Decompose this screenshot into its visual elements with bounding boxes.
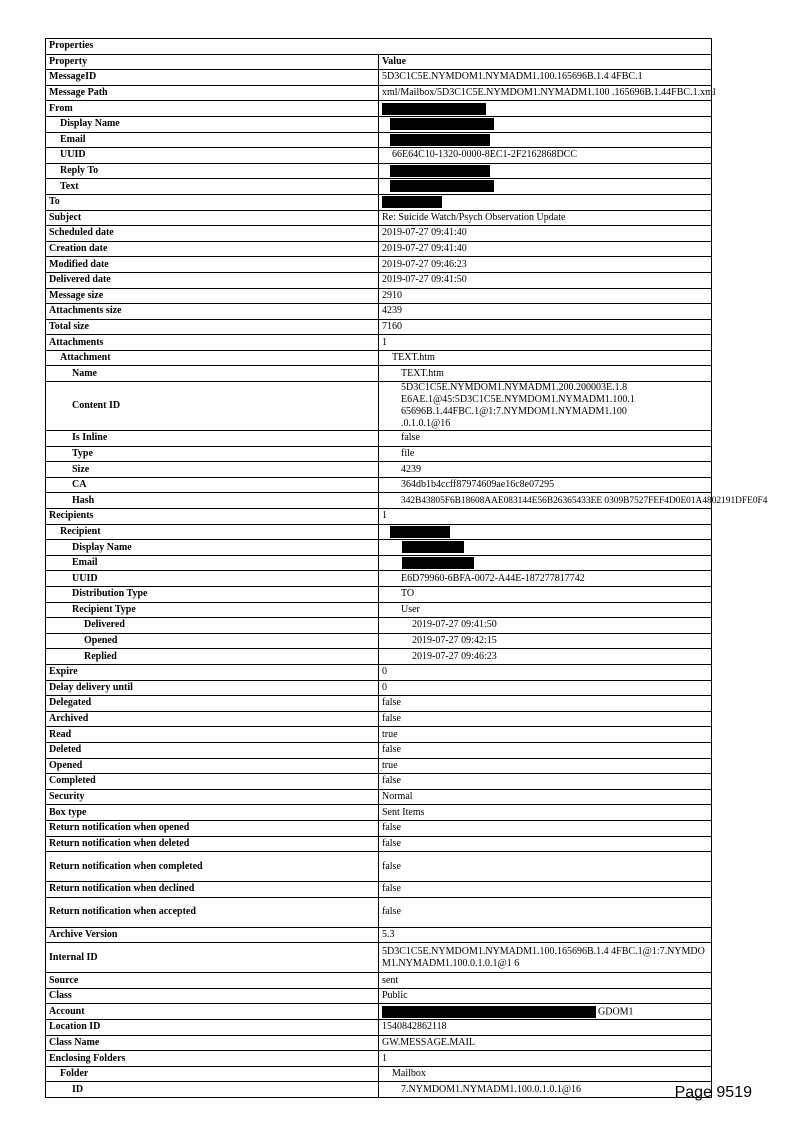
table-title-row	[46, 39, 712, 55]
table-row	[46, 272, 712, 288]
column-header-property: Property	[46, 54, 379, 70]
table-row	[46, 602, 712, 618]
property-key: Attachments size	[46, 304, 379, 320]
property-key: UUID	[46, 571, 379, 587]
table-row	[46, 1020, 712, 1036]
property-key: To	[46, 194, 379, 210]
property-key: Location ID	[46, 1020, 379, 1036]
property-key: Email	[46, 555, 379, 571]
redaction-block	[382, 196, 442, 208]
property-key: Name	[46, 366, 379, 382]
property-key: Return notification when accepted	[46, 897, 379, 927]
property-key: Class Name	[46, 1035, 379, 1051]
property-value: GW.MESSAGE.MAIL	[379, 1035, 712, 1051]
table-row	[46, 350, 712, 366]
property-value: 2019-07-27 09:41:50	[379, 272, 712, 288]
table-row	[46, 241, 712, 257]
table-row	[46, 820, 712, 836]
table-row	[46, 711, 712, 727]
table-row	[46, 148, 712, 164]
property-key: Type	[46, 446, 379, 462]
table-row	[46, 664, 712, 680]
table-row	[46, 366, 712, 382]
table-row	[46, 696, 712, 712]
property-key: ID	[46, 1082, 379, 1098]
table-row	[46, 555, 712, 571]
property-value: 7160	[379, 319, 712, 335]
property-key: Hash	[46, 493, 379, 509]
property-key: Return notification when declined	[46, 882, 379, 898]
table-row	[46, 288, 712, 304]
property-key: Folder	[46, 1066, 379, 1082]
property-key: Return notification when completed	[46, 852, 379, 882]
property-value: true	[379, 758, 712, 774]
table-row	[46, 540, 712, 556]
table-row	[46, 163, 712, 179]
table-row	[46, 179, 712, 195]
property-value: 5D3C1C5E.NYMDOM1.NYMADM1.200.200003E.1.8 E6AE.1@45:5D3C1C5E.NYMDOM1.NYMADM1.100.1 65696B.1.44FBC.1@1:7.NYMDOM1.NYMADM1.100 .0.1.0.1@16	[379, 382, 712, 431]
property-key: Replied	[46, 649, 379, 665]
table-row	[46, 1066, 712, 1082]
property-value: 0	[379, 680, 712, 696]
property-value-cell	[379, 524, 712, 540]
property-value: 4239	[379, 462, 712, 478]
property-value: 5.3	[379, 927, 712, 943]
property-value: 342B43805F6B18608AAE083144E56B26365433EE 0309B7527FEF4D0E01A4802191DFE0F4	[379, 493, 712, 509]
table-row	[46, 571, 712, 587]
table-row	[46, 1051, 712, 1067]
property-key: From	[46, 101, 379, 117]
table-row	[46, 116, 712, 132]
table-row	[46, 85, 712, 101]
property-key: Archive Version	[46, 927, 379, 943]
property-key: Return notification when opened	[46, 820, 379, 836]
property-value: 4239	[379, 304, 712, 320]
table-row	[46, 943, 712, 973]
table-row	[46, 649, 712, 665]
property-value: false	[379, 882, 712, 898]
property-value: 2910	[379, 288, 712, 304]
property-value-cell	[379, 194, 712, 210]
table-row	[46, 988, 712, 1004]
property-value: 2019-07-27 09:46:23	[379, 649, 712, 665]
property-key: Text	[46, 179, 379, 195]
property-key: Subject	[46, 210, 379, 226]
property-key: Attachments	[46, 335, 379, 351]
redaction-block	[390, 118, 494, 130]
table-row	[46, 680, 712, 696]
property-value: false	[379, 431, 712, 447]
property-key: Size	[46, 462, 379, 478]
property-value: false	[379, 820, 712, 836]
property-key: Source	[46, 973, 379, 989]
property-value: 2019-07-27 09:41:40	[379, 226, 712, 242]
table-row	[46, 1004, 712, 1020]
property-value: 66E64C10-1320-0000-8EC1-2F2162868DCC	[379, 148, 712, 164]
property-value: false	[379, 852, 712, 882]
table-row	[46, 973, 712, 989]
property-value: 2019-07-27 09:46:23	[379, 257, 712, 273]
redaction-block	[390, 134, 490, 146]
property-key: Recipient	[46, 524, 379, 540]
table-row	[46, 742, 712, 758]
table-row	[46, 758, 712, 774]
property-value-cell	[379, 179, 712, 195]
property-key: MessageID	[46, 70, 379, 86]
property-key: Class	[46, 988, 379, 1004]
property-value: Normal	[379, 789, 712, 805]
property-value: false	[379, 836, 712, 852]
property-key: Expire	[46, 664, 379, 680]
property-value: 5D3C1C5E.NYMDOM1.NYMADM1.100.165696B.1.4 4FBC.1	[379, 70, 712, 86]
property-value: sent	[379, 973, 712, 989]
property-value: false	[379, 897, 712, 927]
table-row	[46, 101, 712, 117]
property-key: Read	[46, 727, 379, 743]
table-row	[46, 304, 712, 320]
table-row	[46, 1082, 712, 1098]
table-row	[46, 477, 712, 493]
property-value: E6D79960-6BFA-0072-A44E-187277817742	[379, 571, 712, 587]
property-key: Delivered date	[46, 272, 379, 288]
table-row	[46, 836, 712, 852]
redaction-block	[390, 180, 494, 192]
property-key: Delay delivery until	[46, 680, 379, 696]
page-number: Page 9519	[674, 1084, 752, 1101]
property-value-cell	[379, 540, 712, 556]
property-key: Is Inline	[46, 431, 379, 447]
table-row	[46, 335, 712, 351]
account-domain-suffix: GDOM1	[598, 1005, 634, 1017]
table-row	[46, 852, 712, 882]
property-key: Completed	[46, 774, 379, 790]
table-row	[46, 727, 712, 743]
property-value: TO	[379, 587, 712, 603]
property-value: Mailbox	[379, 1066, 712, 1082]
table-row	[46, 462, 712, 478]
property-value: false	[379, 742, 712, 758]
property-key: Delegated	[46, 696, 379, 712]
property-value: Re: Suicide Watch/Psych Observation Update	[379, 210, 712, 226]
redaction-block	[390, 526, 450, 538]
column-header-row	[46, 54, 712, 70]
property-key: Email	[46, 132, 379, 148]
redaction-block	[402, 541, 464, 553]
redaction-block	[390, 165, 490, 177]
table-row	[46, 897, 712, 927]
table-row	[46, 431, 712, 447]
property-value: false	[379, 696, 712, 712]
property-value-cell	[379, 163, 712, 179]
property-key: Content ID	[46, 382, 379, 431]
property-key: Display Name	[46, 116, 379, 132]
property-key: Security	[46, 789, 379, 805]
column-header-value: Value	[379, 54, 712, 70]
property-key: Distribution Type	[46, 587, 379, 603]
property-key: Message size	[46, 288, 379, 304]
table-row	[46, 226, 712, 242]
table-row	[46, 493, 712, 509]
property-value: 7.NYMDOM1.NYMADM1.100.0.1.0.1@16	[379, 1082, 712, 1098]
property-key: CA	[46, 477, 379, 493]
property-value: false	[379, 774, 712, 790]
property-value: 2019-07-27 09:41:40	[379, 241, 712, 257]
property-value: 1	[379, 1051, 712, 1067]
redaction-block	[402, 557, 474, 569]
property-key: UUID	[46, 148, 379, 164]
property-value: 1	[379, 509, 712, 525]
property-key: Reply To	[46, 163, 379, 179]
table-row	[46, 524, 712, 540]
table-row	[46, 132, 712, 148]
property-key: Creation date	[46, 241, 379, 257]
property-value: file	[379, 446, 712, 462]
table-row	[46, 446, 712, 462]
table-row	[46, 382, 712, 431]
table-row	[46, 319, 712, 335]
property-value-cell	[379, 101, 712, 117]
property-value: User	[379, 602, 712, 618]
table-row	[46, 633, 712, 649]
property-key: Total size	[46, 319, 379, 335]
property-value: Sent Items	[379, 805, 712, 821]
property-value: 1	[379, 335, 712, 351]
property-value: true	[379, 727, 712, 743]
property-value: 2019-07-27 09:41:50	[379, 618, 712, 634]
redaction-block	[382, 1006, 596, 1018]
redaction-block	[382, 103, 486, 115]
property-value: 1540842862118	[379, 1020, 712, 1036]
property-value-cell	[379, 132, 712, 148]
table-row	[46, 618, 712, 634]
table-row	[46, 882, 712, 898]
property-value-cell	[379, 1004, 712, 1020]
property-value-cell	[379, 116, 712, 132]
property-key: Account	[46, 1004, 379, 1020]
table-row	[46, 257, 712, 273]
table-row	[46, 927, 712, 943]
property-value: 364db1b4ccff87974609ae16c8e07295	[379, 477, 712, 493]
property-key: Opened	[46, 758, 379, 774]
table-row	[46, 805, 712, 821]
table-title: Properties	[46, 39, 712, 55]
table-row	[46, 194, 712, 210]
table-row	[46, 587, 712, 603]
table-row	[46, 774, 712, 790]
property-value: TEXT.htm	[379, 350, 712, 366]
property-key: Archived	[46, 711, 379, 727]
property-value: xml/Mailbox/5D3C1C5E.NYMDOM1.NYMADM1.100 .165696B.1.44FBC.1.xml	[379, 85, 712, 101]
property-key: Message Path	[46, 85, 379, 101]
property-value-cell	[379, 555, 712, 571]
property-key: Return notification when deleted	[46, 836, 379, 852]
table-row	[46, 789, 712, 805]
table-row	[46, 70, 712, 86]
property-value: false	[379, 711, 712, 727]
property-value: 2019-07-27 09:42:15	[379, 633, 712, 649]
table-row	[46, 210, 712, 226]
property-value: 5D3C1C5E.NYMDOM1.NYMADM1.100.165696B.1.4 4FBC.1@1:7.NYMDOM1.NYMADM1.100.0.1.0.1@1 6	[379, 943, 712, 973]
property-key: Deleted	[46, 742, 379, 758]
property-key: Enclosing Folders	[46, 1051, 379, 1067]
table-row	[46, 1035, 712, 1051]
property-value: Public	[379, 988, 712, 1004]
property-key: Recipients	[46, 509, 379, 525]
property-key: Box type	[46, 805, 379, 821]
property-key: Internal ID	[46, 943, 379, 973]
property-value: 0	[379, 664, 712, 680]
property-key: Delivered	[46, 618, 379, 634]
property-key: Attachment	[46, 350, 379, 366]
property-key: Opened	[46, 633, 379, 649]
property-key: Scheduled date	[46, 226, 379, 242]
property-key: Recipient Type	[46, 602, 379, 618]
table-row	[46, 509, 712, 525]
property-key: Display Name	[46, 540, 379, 556]
property-key: Modified date	[46, 257, 379, 273]
property-value: TEXT.htm	[379, 366, 712, 382]
